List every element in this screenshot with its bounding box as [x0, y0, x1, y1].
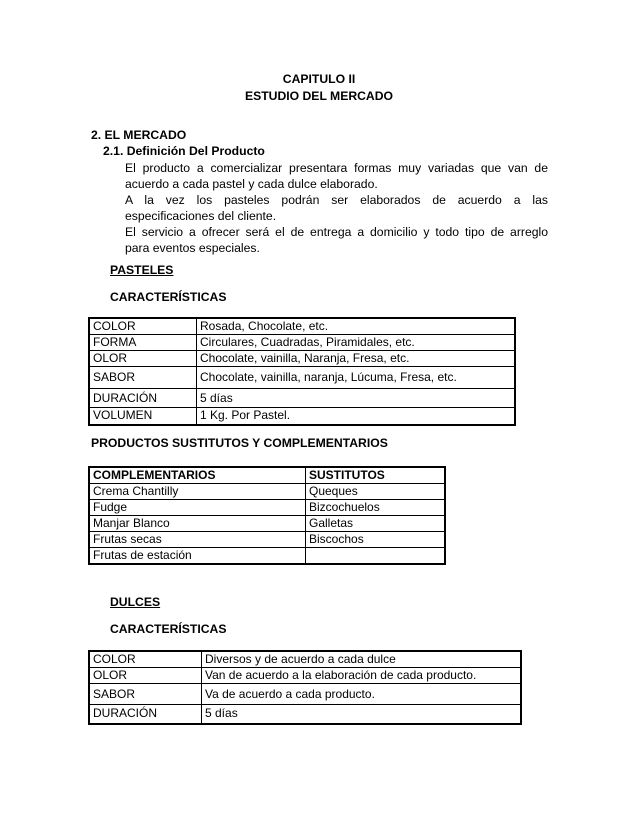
row-label: FORMA — [89, 335, 197, 351]
table-row — [89, 705, 521, 724]
table-row — [89, 532, 445, 548]
sustituto-cell: Bizcochuelos — [306, 500, 446, 516]
complementario-cell: Manjar Blanco — [89, 516, 306, 532]
col-header-complementarios: COMPLEMENTARIOS — [89, 467, 306, 484]
row-value: Rosada, Chocolate, etc. — [197, 318, 516, 335]
table-row — [89, 367, 515, 389]
section-heading: 2. EL MERCADO — [91, 128, 187, 142]
table-row — [89, 500, 445, 516]
sustituto-cell — [306, 548, 446, 565]
row-value: Diversos y de acuerdo a cada dulce — [202, 651, 522, 668]
table-row — [89, 684, 521, 705]
paragraph-1-line-2: acuerdo a cada pastel y cada dulce elaborado. — [125, 177, 378, 191]
complementario-cell: Crema Chantilly — [89, 484, 306, 500]
page-title: ESTUDIO DEL MERCADO — [244, 89, 394, 103]
paragraph-1-line-1: El producto a comercializar presentara formas muy variadas que van de — [125, 161, 548, 175]
row-label: OLOR — [89, 668, 202, 684]
table-row — [89, 484, 445, 500]
chapter-label: CAPITULO II — [282, 72, 356, 86]
table-row — [89, 351, 515, 367]
productos-heading: PRODUCTOS SUSTITUTOS Y COMPLEMENTARIOS — [91, 436, 388, 450]
paragraph-2-line-1: A la vez los pasteles podrán ser elaborados de acuerdo a las — [125, 193, 548, 207]
paragraph-3-line-2: para eventos especiales. — [125, 241, 260, 255]
dulces-characteristics-table — [88, 650, 522, 725]
productos-table — [88, 466, 446, 565]
row-value: Va de acuerdo a cada producto. — [202, 684, 522, 705]
row-value: 5 días — [197, 389, 516, 408]
dulces-heading: DULCES — [110, 595, 161, 609]
pasteles-characteristics-table — [88, 317, 516, 426]
row-value: Chocolate, vainilla, naranja, Lúcuma, Fresa, etc. — [197, 367, 516, 389]
complementario-cell: Fudge — [89, 500, 306, 516]
row-label: COLOR — [89, 651, 202, 668]
table-row — [89, 668, 521, 684]
complementario-cell: Frutas secas — [89, 532, 306, 548]
row-label: DURACIÓN — [89, 705, 202, 724]
row-label: COLOR — [89, 318, 197, 335]
table-row — [89, 389, 515, 408]
col-header-sustitutos: SUSTITUTOS — [306, 467, 446, 484]
pasteles-characteristics-heading: CARACTERÍSTICAS — [110, 290, 227, 304]
sustituto-cell: Queques — [306, 484, 446, 500]
dulces-characteristics-heading: CARACTERÍSTICAS — [110, 622, 227, 636]
table-row — [89, 318, 515, 335]
table-row — [89, 335, 515, 351]
table-row — [89, 651, 521, 668]
pasteles-heading: PASTELES — [110, 263, 174, 277]
sustituto-cell: Galletas — [306, 516, 446, 532]
row-label: SABOR — [89, 684, 202, 705]
sustituto-cell: Biscochos — [306, 532, 446, 548]
table-row — [89, 548, 445, 565]
paragraph-3-line-1: El servicio a ofrecer será el de entrega a domicilio y todo tipo de arreglo — [125, 225, 548, 239]
row-label: DURACIÓN — [89, 389, 197, 408]
row-label: VOLUMEN — [89, 408, 197, 425]
row-label: OLOR — [89, 351, 197, 367]
subsection-heading: 2.1. Definición Del Producto — [103, 144, 265, 158]
row-value: Chocolate, vainilla, Naranja, Fresa, etc. — [197, 351, 516, 367]
row-value: 1 Kg. Por Pastel. — [197, 408, 516, 425]
table-row — [89, 408, 515, 425]
row-value: Circulares, Cuadradas, Piramidales, etc. — [197, 335, 516, 351]
table-row — [89, 516, 445, 532]
row-label: SABOR — [89, 367, 197, 389]
table-header-row — [89, 467, 445, 484]
paragraph-2-line-2: especificaciones del cliente. — [125, 209, 277, 223]
complementario-cell: Frutas de estación — [89, 548, 306, 565]
row-value: 5 días — [202, 705, 522, 724]
row-value: Van de acuerdo a la elaboración de cada producto. — [202, 668, 522, 684]
